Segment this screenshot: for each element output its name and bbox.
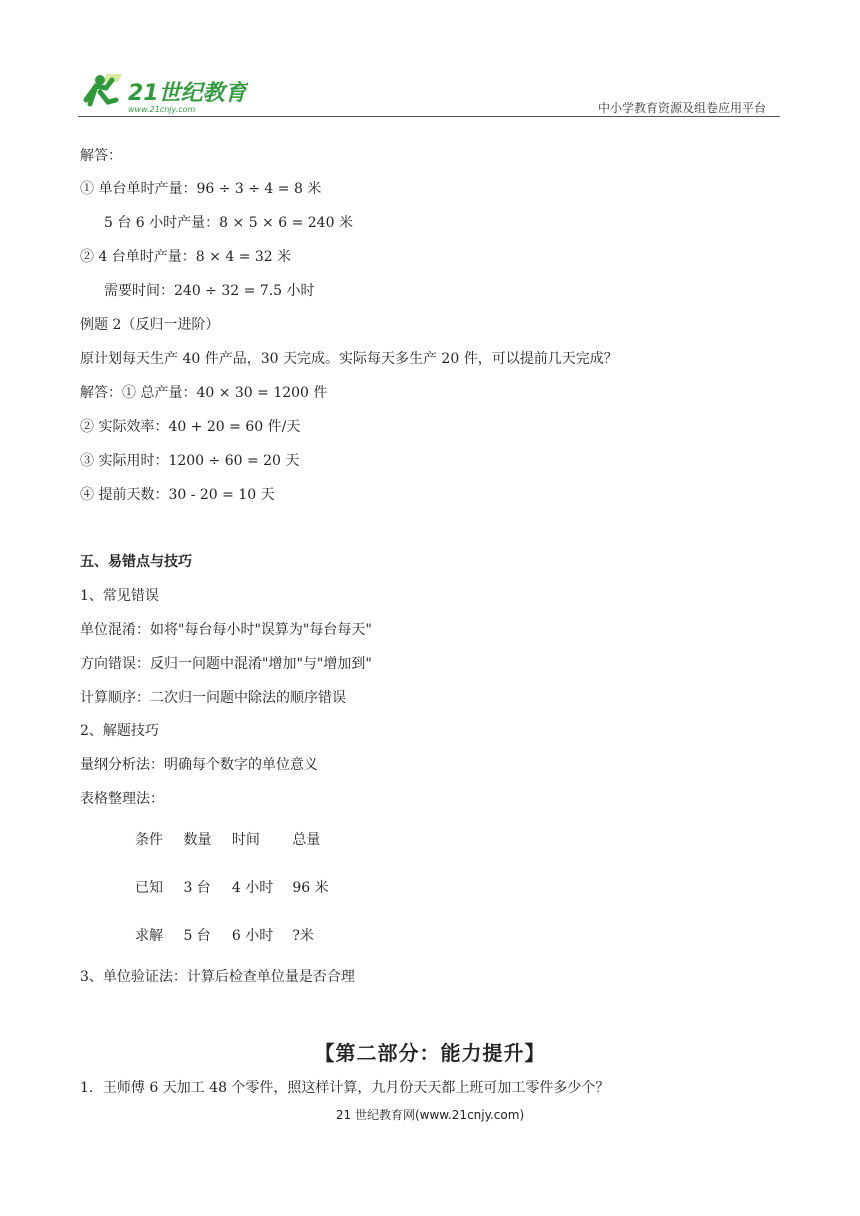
- step-line: ② 实际效率：40 + 20 = 60 件/天: [80, 419, 301, 435]
- step-line: ② 4 台单时产量：8 × 4 = 32 米: [80, 249, 292, 265]
- text-line: 量纲分析法：明确每个数字的单位意义: [80, 757, 318, 773]
- text-line: 计算顺序：二次归一问题中除法的顺序错误: [80, 690, 346, 706]
- step-line: ④ 提前天数：30 - 20 = 10 天: [80, 487, 275, 503]
- table-cell: 已知: [135, 880, 163, 896]
- answer-label: 解答：: [80, 148, 122, 164]
- question-text: 1．王师傅 6 天加工 48 个零件，照这样计算，九月份天天都上班可加工零件多少个？: [80, 1080, 610, 1096]
- text-line: 方向错误：反归一问题中混淆"增加"与"增加到": [80, 656, 372, 672]
- text-line: 3、单位验证法：计算后检查单位量是否合理: [80, 969, 355, 985]
- table-header-cell: 条件: [135, 832, 163, 848]
- part-title: 【第二部分：能力提升】: [314, 1041, 546, 1065]
- text-line: 表格整理法：: [80, 791, 164, 807]
- subsection-heading: 2、解题技巧: [80, 723, 159, 739]
- text-line: 单位混淆：如将"每台每小时"误算为"每台每天": [80, 622, 372, 638]
- table-cell: 6 小时: [231, 928, 274, 944]
- platform-name: 中小学教育资源及组卷应用平台: [598, 101, 767, 115]
- runner-logo-icon: [78, 70, 248, 114]
- subsection-heading: 1、常见错误: [80, 588, 159, 604]
- step-line: 解答：① 总产量：40 × 30 = 1200 件: [80, 385, 328, 401]
- table-cell: 求解: [135, 928, 163, 944]
- table-header-cell: 数量: [183, 832, 212, 848]
- step-line: 需要时间：240 ÷ 32 = 7.5 小时: [104, 283, 315, 299]
- section-heading: 五、易错点与技巧: [80, 554, 192, 570]
- site-logo: [78, 70, 248, 114]
- step-line: ① 单台单时产量：96 ÷ 3 ÷ 4 = 8 米: [80, 181, 322, 197]
- problem-text: 原计划每天生产 40 件产品，30 天完成。实际每天多生产 20 件，可以提前几天完成？: [80, 351, 618, 367]
- table-cell: 96 米: [292, 880, 329, 896]
- example-title: 例题 2（反归一进阶）: [80, 317, 220, 333]
- table-cell: 4 小时: [231, 880, 274, 896]
- table-cell: 3 台: [183, 880, 211, 896]
- logo-main-text: 21世纪教育: [128, 81, 247, 106]
- table-cell: 5 台: [183, 928, 211, 944]
- step-line: 5 台 6 小时产量：8 × 5 × 6 = 240 米: [104, 215, 353, 231]
- table-cell: ?米: [292, 928, 314, 944]
- logo-url-text: www.21cnjy.com: [128, 105, 196, 114]
- table-header-row: [135, 830, 320, 850]
- table-row: [135, 878, 329, 898]
- header-divider: [78, 116, 780, 117]
- table-row: [135, 926, 314, 946]
- step-line: ③ 实际用时：1200 ÷ 60 = 20 天: [80, 453, 300, 469]
- table-header-cell: 时间: [231, 832, 260, 848]
- table-header-cell: 总量: [292, 832, 321, 848]
- footer-text: 21 世纪教育网(www.21cnjy.com): [335, 1108, 525, 1122]
